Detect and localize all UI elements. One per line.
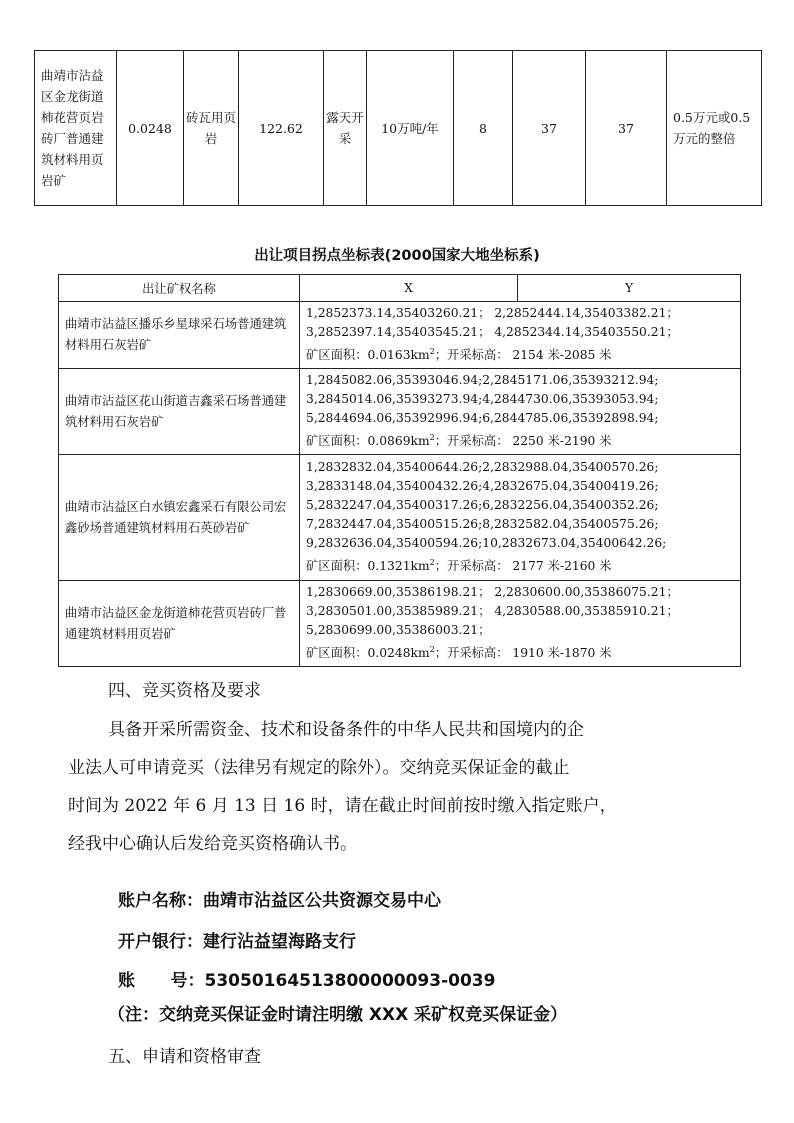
account-number: 53050164513800000093-0039 [204, 971, 496, 991]
account-number-line [118, 966, 495, 991]
area-line [306, 640, 734, 663]
header-y: Y [518, 275, 741, 302]
mining-rights-table [34, 50, 762, 206]
superscript-2: 2 [429, 347, 435, 357]
price-cell-2: 37 [586, 51, 667, 206]
table-caption: 出让项目拐点坐标表(2000国家大地坐标系) [254, 248, 540, 264]
mine-name-cell: 曲靖市沾益区金龙街道柿花营页岩砖厂普通建筑材料用页岩矿 [59, 581, 300, 667]
area-line [306, 428, 734, 451]
coordinate-line: 3,2830501.00,35385989.21； 4,2830588.00,35385910.21； [306, 604, 679, 619]
coordinate-line: 1,2845082.06,35393046.94;2,2845171.06,35393212.94; [306, 373, 659, 388]
reserve-cell: 122.62 [239, 51, 324, 206]
bank-name: 开户银行：建行沾益望海路支行 [118, 932, 356, 952]
coordinate-line: 1,2832832.04,35400644.26;2,2832988.04,35400570.26; [306, 460, 659, 475]
coordinate-line: 9,2832636.04,35400594.26;10,2832673.04,35400642.26; [306, 536, 667, 551]
superscript-2: 2 [429, 558, 435, 568]
qualification-paragraph [68, 711, 728, 863]
header-x: X [300, 275, 518, 302]
paragraph-line: 业法人可申请竞买（法律另有规定的除外）。交纳竞买保证金的截止 [68, 758, 570, 778]
increment-cell: 0.5万元或0.5万元的整倍 [667, 51, 762, 206]
account-number-label: 账 号： [118, 971, 205, 991]
elevation-label: ；开采标高： 2154 米-2085 米 [434, 348, 612, 363]
mine-name-cell: 曲靖市沾益区花山街道吉鑫采石场普通建筑材料用石灰岩矿 [59, 369, 300, 455]
table-row [35, 51, 762, 206]
coordinate-line: 5,2832247.04,35400317.26;6,2832256.04,35400352.26; [306, 498, 659, 513]
coordinate-line: 3,2852397.14,35403545.21； 4,2852344.14,35403550.21； [306, 325, 679, 340]
superscript-2: 2 [429, 433, 435, 443]
years-cell: 8 [454, 51, 513, 206]
header-name: 出让矿权名称 [59, 275, 300, 302]
area-label: 矿区面积：0.0248km [306, 646, 430, 661]
account-name: 账户名称：曲靖市沾益区公共资源交易中心 [118, 891, 441, 911]
mine-name-cell: 曲靖市沾益区金龙街道柿花营页岩砖厂普通建筑材料用页岩矿 [35, 51, 117, 206]
table-row [59, 581, 741, 667]
elevation-label: ；开采标高： 2250 米-2190 米 [434, 434, 612, 449]
coordinate-line: 5,2830699.00,35386003.21； [306, 623, 491, 638]
section-heading-4: 四、竞买资格及要求 [108, 681, 261, 701]
table-header-row [59, 275, 741, 302]
coordinates-cell [300, 302, 741, 369]
mineral-cell: 砖瓦用页岩 [184, 51, 239, 206]
payment-note: （注：交纳竞买保证金时请注明缴 XXX 采矿权竞买保证金） [108, 1005, 568, 1025]
section-heading-5: 五、申请和资格审查 [108, 1047, 261, 1067]
price-cell-1: 37 [513, 51, 586, 206]
coordinates-cell [300, 369, 741, 455]
method-cell: 露天开采 [324, 51, 367, 206]
coordinates-cell [300, 455, 741, 581]
coordinate-line: 7,2832447.04,35400515.26;8,2832582.04,35400575.26; [306, 517, 659, 532]
coordinate-line: 1,2852373.14,35403260.21； 2,2852444.14,35403382.21； [306, 306, 679, 321]
area-line [306, 553, 734, 576]
coordinate-line: 1,2830669.00,35386198.21； 2,2830600.00,35386075.21； [306, 585, 679, 600]
mine-name-cell: 曲靖市沾益区白水镇宏鑫采石有限公司宏鑫砂场普通建筑材料用石英砂岩矿 [59, 455, 300, 581]
paragraph-line: 经我中心确认后发给竞买资格确认书。 [68, 834, 357, 854]
superscript-2: 2 [429, 645, 435, 655]
coordinate-line: 3,2833148.04,35400432.26;4,2832675.04,35400419.26; [306, 479, 659, 494]
elevation-label: ；开采标高： 1910 米-1870 米 [434, 646, 612, 661]
area-label: 矿区面积：0.0163km [306, 348, 430, 363]
area-cell: 0.0248 [117, 51, 184, 206]
area-line [306, 342, 734, 365]
coordinates-cell [300, 581, 741, 667]
table-row [59, 302, 741, 369]
table-row [59, 369, 741, 455]
area-label: 矿区面积：0.1321km [306, 559, 430, 574]
coordinate-line: 5,2844694.06,35392996.94;6,2844785.06,35392898.94; [306, 411, 659, 426]
paragraph-line: 具备开采所需资金、技术和设备条件的中华人民共和国境内的企 [108, 720, 584, 740]
mine-name-cell: 曲靖市沾益区播乐乡星球采石场普通建筑材料用石灰岩矿 [59, 302, 300, 369]
scale-cell: 10万吨/年 [367, 51, 454, 206]
coordinate-line: 3,2845014.06,35393273.94;4,2844730.06,35393053.94; [306, 392, 659, 407]
table-row [59, 455, 741, 581]
coordinate-table [58, 274, 741, 667]
paragraph-line: 时间为 2022 年 6 月 13 日 16 时，请在截止时间前按时缴入指定账户， [68, 796, 617, 816]
area-label: 矿区面积：0.0869km [306, 434, 430, 449]
elevation-label: ；开采标高： 2177 米-2160 米 [434, 559, 612, 574]
